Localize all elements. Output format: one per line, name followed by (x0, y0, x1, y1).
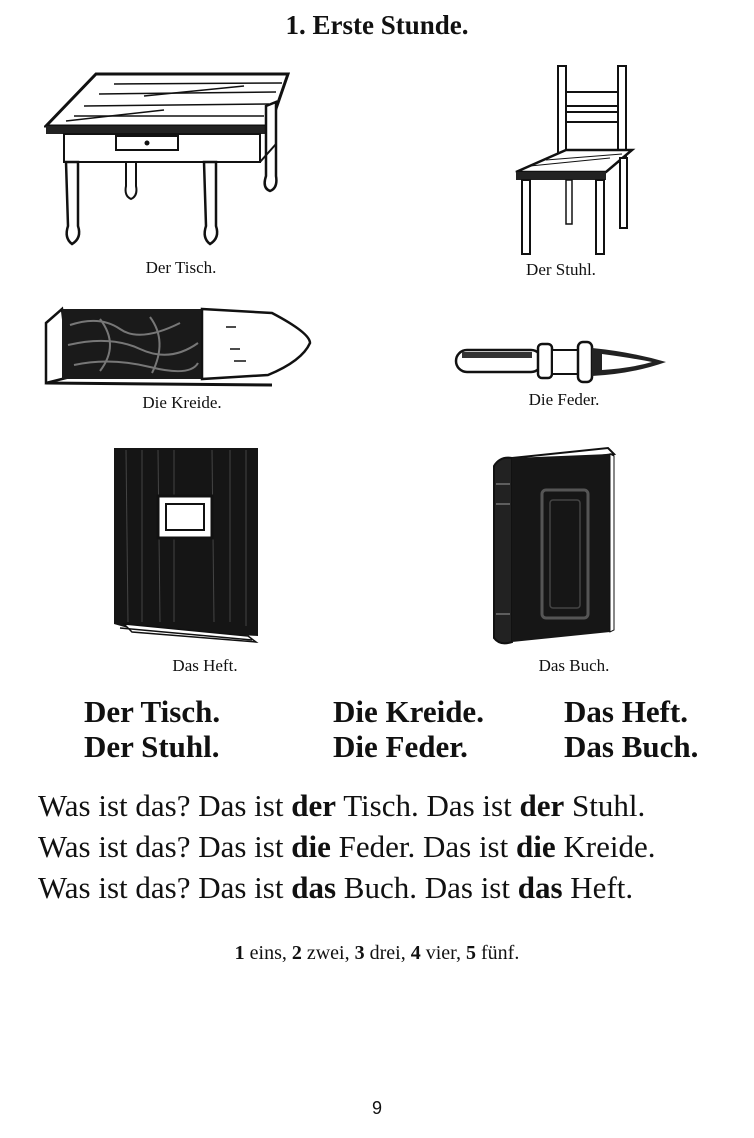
caption-book: Das Buch. (538, 656, 610, 675)
chalk-illustration (40, 305, 312, 389)
chair-illustration (510, 62, 636, 258)
lesson-title: 1. Erste Stunde. (285, 10, 469, 40)
caption-chair: Der Stuhl. (526, 260, 596, 279)
vocab-item: Die Kreide. (333, 694, 484, 729)
sentence-line: Was ist das? Das ist das Buch. Das ist das Heft. (38, 870, 634, 905)
sentence-line: Was ist das? Das ist die Feder. Das ist die Kreide. (38, 829, 656, 864)
caption-pen-nib: Die Feder. (528, 390, 600, 409)
caption-chalk: Die Kreide. (142, 393, 222, 412)
vocab-column-masculine (84, 694, 220, 764)
vocab-item: Das Buch. (564, 729, 699, 764)
sentence-line: Was ist das? Das ist der Tisch. Das ist der Stuhl. (38, 788, 646, 823)
numbers-line: 1 eins, 2 zwei, 3 drei, 4 vier, 5 fünf. (234, 942, 520, 964)
vocab-column-neuter (564, 694, 698, 764)
vocab-item: Die Feder. (333, 729, 468, 764)
caption-table: Der Tisch. (145, 258, 217, 277)
vocab-item: Das Heft. (564, 694, 688, 729)
example-sentences (38, 785, 738, 908)
notebook-illustration (112, 446, 264, 646)
vocab-item: Der Tisch. (84, 694, 221, 729)
pen-nib-illustration (452, 338, 668, 386)
book-illustration (490, 444, 618, 650)
page-number: 9 (371, 1098, 382, 1118)
vocab-column-feminine (333, 694, 484, 764)
vocab-item: Der Stuhl. (84, 729, 220, 764)
table-illustration (44, 66, 290, 250)
caption-notebook: Das Heft. (172, 656, 238, 675)
